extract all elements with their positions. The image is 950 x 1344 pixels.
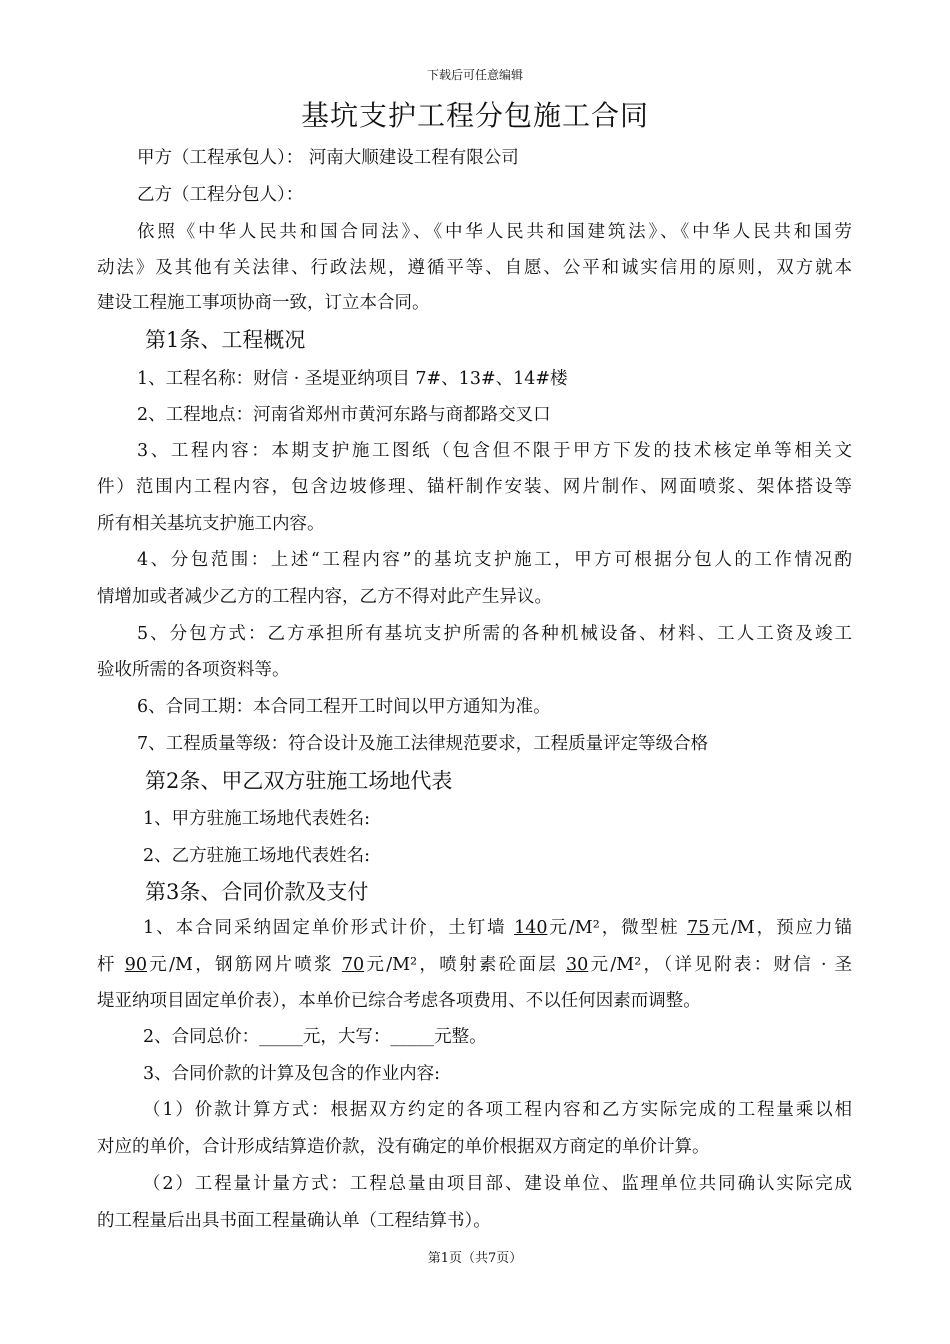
article-1-item-3-line-1: 3、工程内容：本期支护施工图纸（包含但不限于甲方下发的技术核定单等相关文 <box>137 441 852 461</box>
header-note: 下载后可任意编辑 <box>426 68 523 82</box>
article-1-item-2: 2、工程地点：河南省郑州市黄河东路与商都路交叉口 <box>137 405 551 425</box>
article-1-item-1: 1、工程名称：财信 · 圣堤亚纳项目 7#、13#、14#楼 <box>137 369 568 389</box>
article-3-item-3: 3、合同价款的计算及包含的作业内容: <box>143 1064 441 1084</box>
article-3-item-1-line-3: 堤亚纳项目固定单价表），本单价已综合考虑各项费用、不以任何因素而调整。 <box>97 991 701 1011</box>
article-1-item-3-line-3: 所有相关基坑支护施工内容。 <box>97 514 325 534</box>
page-footer: 第1页（共7页） <box>427 1251 523 1266</box>
article-2-item-2: 2、乙方驻施工场地代表姓名: <box>143 846 371 866</box>
price-mesh-shotcrete: 70 <box>341 955 365 975</box>
party-b-line: 乙方（工程分包人）： <box>137 185 304 205</box>
article-3-sub-2-line-2: 的工程量后出具书面工程量确认单（工程结算书）。 <box>97 1211 491 1231</box>
article-3-heading: 第3条、合同价款及支付 <box>145 880 369 904</box>
article-2-item-1: 1、甲方驻施工场地代表姓名: <box>143 809 371 829</box>
article-1-item-6: 6、合同工期：本合同工程开工时间以甲方通知为准。 <box>137 697 551 717</box>
article-2-heading: 第2条、甲乙双方驻施工场地代表 <box>145 769 453 793</box>
intro-line-3: 建设工程施工事项协商一致，订立本合同。 <box>97 293 430 313</box>
article-1-item-4-line-2: 情增加或者减少乙方的工程内容，乙方不得对此产生异议。 <box>97 587 552 607</box>
price-micro-pile: 75 <box>687 918 710 938</box>
total-price-words-blank: _____ <box>390 1027 435 1047</box>
article-3-item-1-line-1: 1、本合同采纳固定单价形式计价，土钉墙 140元/M²，微型桩 75元/M，预应力锚 <box>143 918 852 938</box>
article-3-item-2: 2、合同总价：_____元，大写：_____元整。 <box>143 1027 487 1047</box>
article-3-sub-2-line-1: （2）工程量计量方式：工程总量由项目部、建设单位、监理单位共同确认实际完成 <box>143 1174 852 1194</box>
price-plain-shotcrete: 30 <box>566 955 589 975</box>
article-1-item-4-line-1: 4、分包范围：上述“工程内容”的基坑支护施工，甲方可根据分包人的工作情况酌 <box>137 550 852 570</box>
intro-line-2: 动法》及其他有关法律、行政法规，遵循平等、自愿、公平和诚实信用的原则，双方就本 <box>97 258 852 278</box>
total-price-blank: _____ <box>259 1027 303 1047</box>
article-1-item-5-line-1: 5、分包方式：乙方承担所有基坑支护所需的各种机械设备、材料、工人工资及竣工 <box>137 624 852 644</box>
article-1-item-5-line-2: 验收所需的各项资料等。 <box>97 660 290 680</box>
article-3-item-1-line-2: 杆 90元/M，钢筋网片喷浆 70元/M²，喷射素砼面层 30元/M²，（详见附表：财信 · 圣 <box>97 955 852 975</box>
intro-line-1: 依照《中华人民共和国合同法》、《中华人民共和国建筑法》、《中华人民共和国劳 <box>137 222 852 242</box>
article-1-item-7: 7、工程质量等级：符合设计及施工法律规范要求，工程质量评定等级合格 <box>137 734 709 754</box>
article-3-sub-1-line-1: （1）价款计算方式：根据双方约定的各项工程内容和乙方实际完成的工程量乘以相 <box>143 1100 852 1120</box>
article-1-heading: 第1条、工程概况 <box>145 328 306 352</box>
article-1-item-3-line-2: 件）范围内工程内容，包含边坡修理、锚杆制作安装、网片制作、网面喷浆、架体搭设等 <box>97 477 852 497</box>
price-soil-nail-wall: 140 <box>514 918 548 938</box>
party-a-line: 甲方（工程承包人）： 河南大顺建设工程有限公司 <box>137 148 519 168</box>
page-title: 基坑支护工程分包施工合同 <box>300 99 649 132</box>
article-3-sub-1-line-2: 对应的单价，合计形成结算造价款，没有确定的单价根据双方商定的单价计算。 <box>97 1137 710 1157</box>
price-prestressed-anchor: 90 <box>124 955 147 975</box>
